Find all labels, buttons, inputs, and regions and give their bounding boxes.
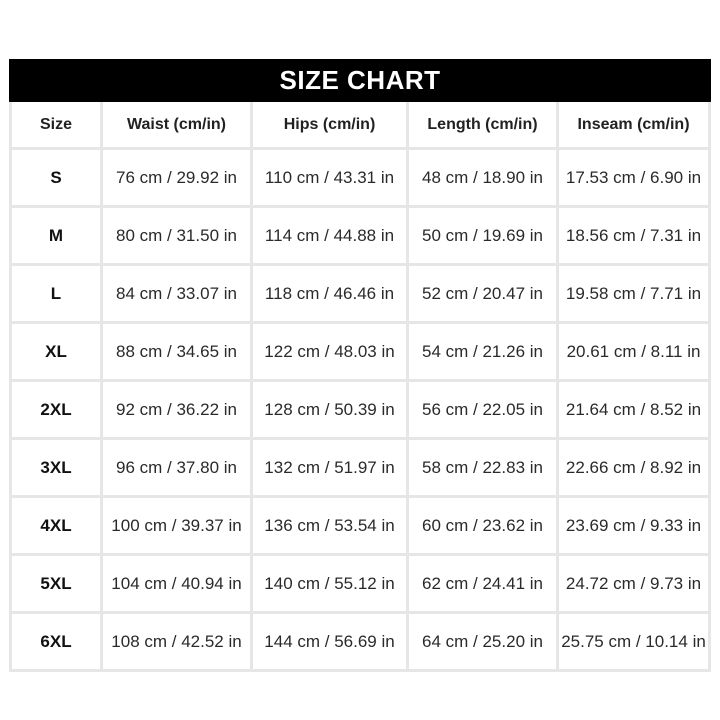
table-row bbox=[9, 324, 711, 382]
waist-cell: 76 cm / 29.92 in bbox=[103, 150, 253, 208]
table-row bbox=[9, 382, 711, 440]
length-cell: 60 cm / 23.62 in bbox=[409, 498, 559, 556]
size-cell: 2XL bbox=[9, 382, 103, 440]
size-table bbox=[9, 102, 711, 672]
waist-cell: 92 cm / 36.22 in bbox=[103, 382, 253, 440]
chart-title: SIZE CHART bbox=[9, 59, 711, 102]
column-header-waist: Waist (cm/in) bbox=[103, 102, 253, 150]
length-cell: 62 cm / 24.41 in bbox=[409, 556, 559, 614]
inseam-cell: 19.58 cm / 7.71 in bbox=[559, 266, 711, 324]
hips-cell: 114 cm / 44.88 in bbox=[253, 208, 409, 266]
table-row bbox=[9, 440, 711, 498]
table-row bbox=[9, 556, 711, 614]
table-row bbox=[9, 498, 711, 556]
table-row bbox=[9, 208, 711, 266]
size-cell: 3XL bbox=[9, 440, 103, 498]
length-cell: 50 cm / 19.69 in bbox=[409, 208, 559, 266]
size-cell: M bbox=[9, 208, 103, 266]
waist-cell: 80 cm / 31.50 in bbox=[103, 208, 253, 266]
length-cell: 58 cm / 22.83 in bbox=[409, 440, 559, 498]
column-header-inseam: Inseam (cm/in) bbox=[559, 102, 711, 150]
hips-cell: 136 cm / 53.54 in bbox=[253, 498, 409, 556]
length-cell: 64 cm / 25.20 in bbox=[409, 614, 559, 672]
hips-cell: 110 cm / 43.31 in bbox=[253, 150, 409, 208]
length-cell: 52 cm / 20.47 in bbox=[409, 266, 559, 324]
size-cell: L bbox=[9, 266, 103, 324]
size-chart bbox=[9, 59, 711, 672]
inseam-cell: 23.69 cm / 9.33 in bbox=[559, 498, 711, 556]
waist-cell: 108 cm / 42.52 in bbox=[103, 614, 253, 672]
waist-cell: 104 cm / 40.94 in bbox=[103, 556, 253, 614]
column-header-hips: Hips (cm/in) bbox=[253, 102, 409, 150]
size-cell: XL bbox=[9, 324, 103, 382]
inseam-cell: 20.61 cm / 8.11 in bbox=[559, 324, 711, 382]
hips-cell: 144 cm / 56.69 in bbox=[253, 614, 409, 672]
inseam-cell: 17.53 cm / 6.90 in bbox=[559, 150, 711, 208]
inseam-cell: 22.66 cm / 8.92 in bbox=[559, 440, 711, 498]
waist-cell: 88 cm / 34.65 in bbox=[103, 324, 253, 382]
column-header-length: Length (cm/in) bbox=[409, 102, 559, 150]
table-row bbox=[9, 614, 711, 672]
waist-cell: 100 cm / 39.37 in bbox=[103, 498, 253, 556]
length-cell: 56 cm / 22.05 in bbox=[409, 382, 559, 440]
column-header-size: Size bbox=[9, 102, 103, 150]
waist-cell: 96 cm / 37.80 in bbox=[103, 440, 253, 498]
size-cell: 4XL bbox=[9, 498, 103, 556]
hips-cell: 128 cm / 50.39 in bbox=[253, 382, 409, 440]
hips-cell: 132 cm / 51.97 in bbox=[253, 440, 409, 498]
inseam-cell: 18.56 cm / 7.31 in bbox=[559, 208, 711, 266]
hips-cell: 118 cm / 46.46 in bbox=[253, 266, 409, 324]
inseam-cell: 21.64 cm / 8.52 in bbox=[559, 382, 711, 440]
header-row bbox=[9, 102, 711, 150]
hips-cell: 122 cm / 48.03 in bbox=[253, 324, 409, 382]
size-cell: S bbox=[9, 150, 103, 208]
hips-cell: 140 cm / 55.12 in bbox=[253, 556, 409, 614]
inseam-cell: 24.72 cm / 9.73 in bbox=[559, 556, 711, 614]
table-row bbox=[9, 150, 711, 208]
inseam-cell: 25.75 cm / 10.14 in bbox=[559, 614, 711, 672]
table-row bbox=[9, 266, 711, 324]
length-cell: 54 cm / 21.26 in bbox=[409, 324, 559, 382]
waist-cell: 84 cm / 33.07 in bbox=[103, 266, 253, 324]
size-cell: 5XL bbox=[9, 556, 103, 614]
size-cell: 6XL bbox=[9, 614, 103, 672]
length-cell: 48 cm / 18.90 in bbox=[409, 150, 559, 208]
